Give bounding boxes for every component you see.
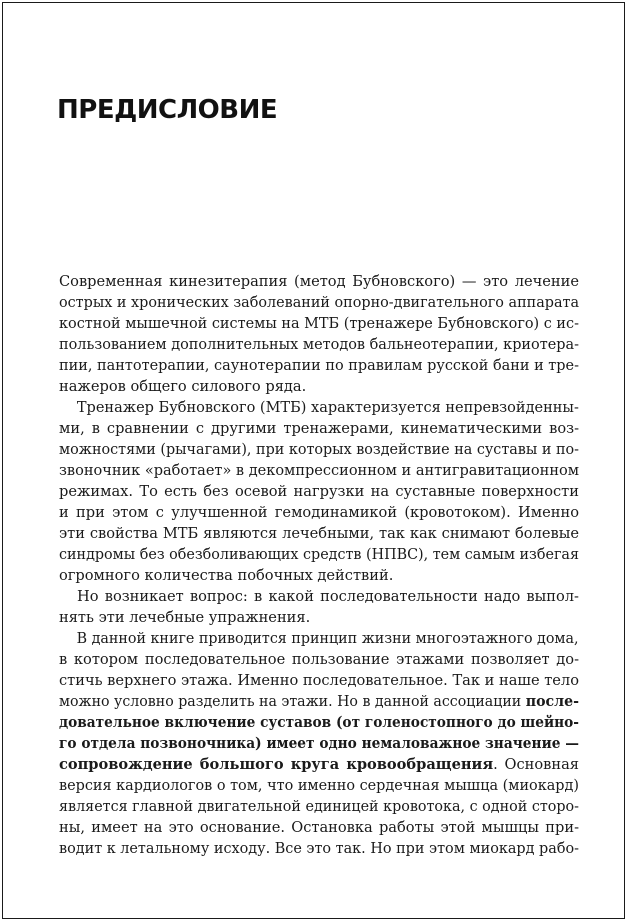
text-line (59, 397, 597, 418)
text-segment: можно условно разделить на этажи. Но в данной ассоциации (59, 693, 526, 710)
text-segment: . Основная (493, 756, 580, 773)
text-line (59, 334, 579, 355)
paragraph (59, 271, 579, 397)
text-segment: в котором последовательное пользование этажами позволяет до- (59, 651, 580, 668)
text-segment: В данной книге приводится принцип жизни многоэтажного дома, (76, 630, 579, 647)
bold-text: сопровождение большого круга кровообращения (59, 756, 494, 773)
text-line (59, 292, 579, 313)
text-line (59, 502, 579, 523)
text-segment: костной мышечной системы на МТБ (тренажере Бубновского) с ис- (59, 315, 579, 332)
text-segment: стичь верхнего этажа. Именно последовательное. Так и наше тело (59, 672, 579, 689)
text-line (59, 775, 579, 796)
text-line (59, 733, 579, 754)
text-segment: режимах. То есть без осевой нагрузки на суставные поверхности (59, 483, 579, 500)
paragraph (59, 586, 579, 628)
text-line (59, 544, 579, 565)
bold-text: го отдела позвоночника) имеет одно немаловажное значение — (59, 735, 580, 752)
text-segment: ны, имеет на это основание. Остановка работы этой мышцы при- (59, 819, 580, 836)
text-line (59, 838, 579, 859)
text-line (59, 376, 579, 397)
text-segment: является главной двигательной единицей кровотока, с одной сторо- (59, 798, 579, 815)
bold-text: довательное включение суставов (от голеностопного до шейно- (59, 714, 579, 731)
text-line (59, 418, 579, 439)
text-line (59, 313, 579, 334)
text-line (59, 355, 579, 376)
text-segment: и при этом с улучшенной гемодинамикой (кровотоком). Именно (59, 504, 579, 521)
text-segment: Тренажер Бубновского (МТБ) характеризуется непревзойденны- (76, 399, 579, 416)
text-line (59, 523, 579, 544)
text-segment: ми, в сравнении с другими тренажерами, кинематическими воз- (59, 420, 580, 437)
text-line (59, 691, 579, 712)
text-line (59, 649, 579, 670)
text-segment: можностями (рычагами), при которых воздействие на суставы и по- (59, 441, 579, 458)
text-line (59, 565, 579, 586)
text-line (59, 607, 579, 628)
text-segment: синдромы без обезболивающих средств (НПВС), тем самым избегая (59, 546, 580, 563)
text-segment: нять эти лечебные упражнения. (59, 609, 311, 626)
text-segment: Но возникает вопрос: в какой последовательности надо выпол- (77, 588, 579, 605)
text-segment: водит к летальному исходу. Все это так. Но при этом миокард рабо- (59, 840, 580, 857)
text-line (59, 586, 579, 607)
text-line (59, 712, 579, 733)
text-segment: пользованием дополнительных методов бальнеотерапии, криотера- (59, 336, 579, 353)
text-segment: огромного количества побочных действий. (59, 567, 394, 584)
text-line (59, 628, 597, 649)
paragraph (59, 397, 579, 586)
text-line (59, 481, 579, 502)
book-page (2, 2, 625, 919)
body-text (59, 271, 579, 859)
text-segment: острых и хронических заболеваний опорно-двигательного аппарата (59, 294, 580, 311)
text-line (59, 796, 579, 817)
text-line (59, 754, 579, 775)
text-segment: Современная кинезитерапия (метод Бубновского) — это лечение (59, 273, 579, 290)
text-line (59, 271, 579, 292)
text-segment: пии, пантотерапии, саунотерапии по правилам русской бани и тре- (59, 357, 579, 374)
text-line (59, 670, 579, 691)
text-segment: нажеров общего силового ряда. (59, 378, 307, 395)
text-segment: звоночник «работает» в декомпрессионном и антигравитационном (59, 462, 580, 479)
chapter-heading: ПРЕДИСЛОВИЕ (57, 95, 278, 125)
paragraph (59, 628, 579, 859)
text-line (59, 439, 579, 460)
text-line (59, 460, 579, 481)
text-line (59, 817, 579, 838)
text-segment: версия кардиологов о том, что именно сердечная мышца (миокард) (59, 777, 580, 794)
text-segment: эти свойства МТБ являются лечебными, так как снимают болевые (59, 525, 579, 542)
bold-text: после- (525, 693, 580, 710)
